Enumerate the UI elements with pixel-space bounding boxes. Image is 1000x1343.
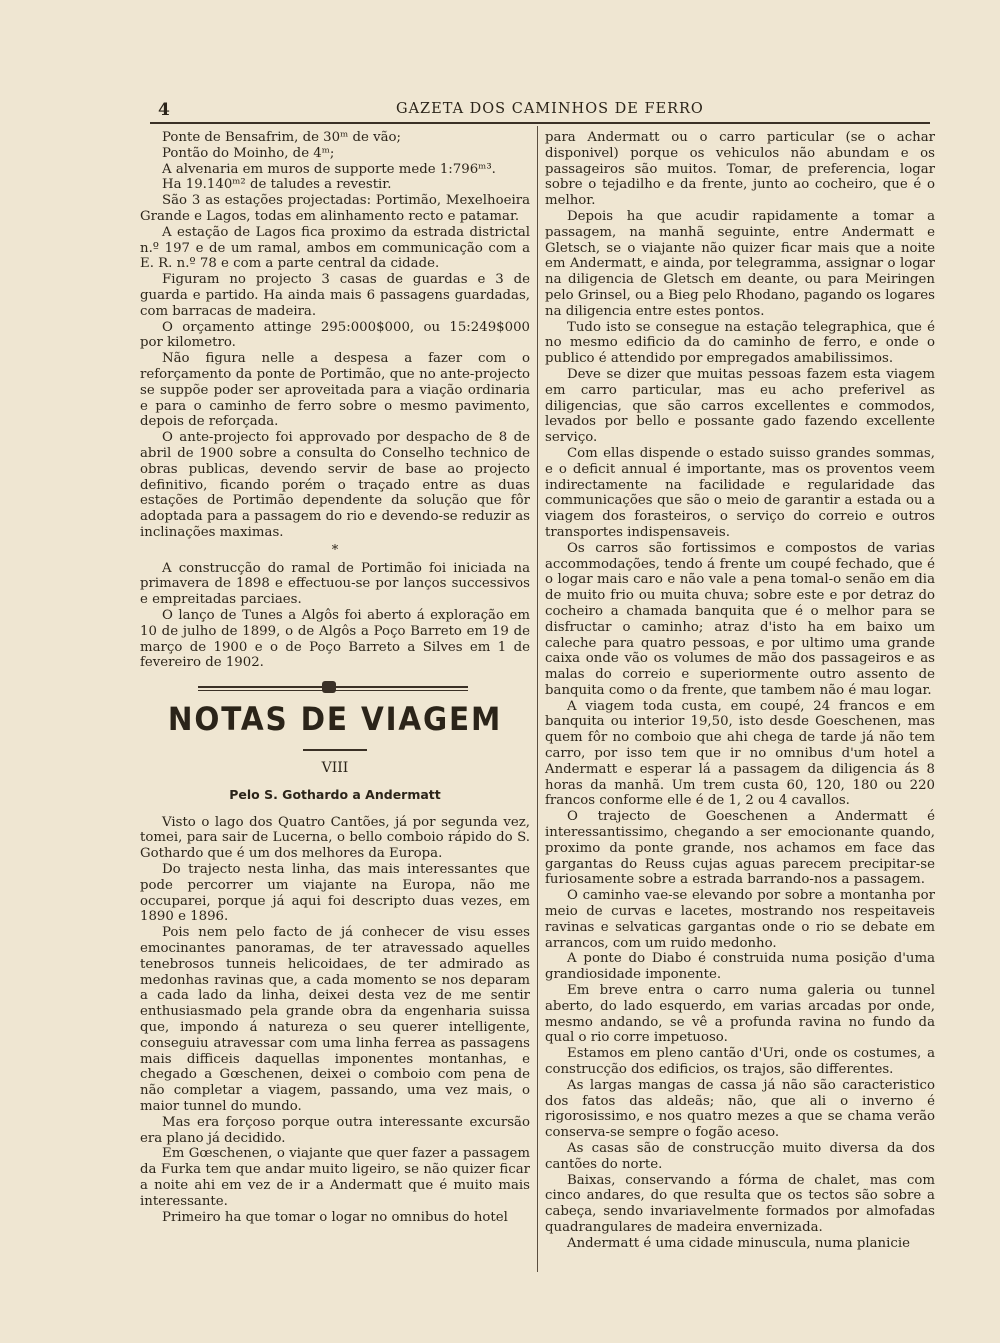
column-divider — [537, 126, 538, 1272]
paragraph: A alvenaria em muros de supporte mede 1:796ᵐ³. — [162, 161, 496, 177]
paragraph: Em Gœschenen, o viajante que quer fazer a passagem da Furka tem que andar muito ligeiro, se não quizer ficar a noite ahi em vez de ir a Andermatt que é muito mais interessante. — [140, 1146, 530, 1209]
title-rule — [303, 749, 367, 751]
paragraph: O lanço de Tunes a Algôs foi aberto á exploração em 10 de julho de 1899, o de Algôs a Poço Barreto em 19 de março de 1900 e o de Poço Barreto a Silves em 1 de fevereiro de 1902. — [140, 607, 530, 671]
section-subtitle: Pelo S. Gothardo a Andermatt — [229, 786, 441, 802]
header-rule — [150, 122, 930, 124]
running-title: GAZETA DOS CAMINHOS DE FERRO — [396, 101, 704, 117]
paragraph: Ha 19.140ᵐ² de taludes a revestir. — [162, 177, 392, 193]
paragraph: Com ellas dispende o estado suisso grandes sommas, e o deficit annual é importante, mas os proventos veem indirectamente na facilidade e regularidade das communicações que são o meio de garantir a estada ou a viagem dos forasteiros, o serviço do correio e outros transportes indispensaveis. — [545, 445, 935, 540]
paragraph: Os carros são fortissimos e compostos de varias accommodações, tendo á frente um coupé fechado, que é o logar mais caro e não vale a pena tomal-o senão em dia de muito frio ou muita chuva; sobre este e por detraz do cocheiro a chamada banquita que é o melhor para se disfructar o caminho; atraz d'isto ha em baixo um caleche para quatro pessoas, e por ultimo uma grande caixa onde vão os volumes de mão dos passageiros e as malas do correio e superiormente outro assento de banquita como o da frente, que tambem não é mau logar. — [545, 540, 935, 698]
paragraph: As largas mangas de cassa já não são caracteristico dos fatos das aldeãs; não, que ali o inverno é rigorosissimo, e nos quatro mezes a que se chama verão conserva-se sempre o fogão aceso. — [545, 1077, 935, 1141]
paragraph: Figuram no projecto 3 casas de guardas e 3 de guarda e partido. Ha ainda mais 6 passagens guardadas, com barracas de madeira. — [140, 272, 530, 319]
paragraph: O ante-projecto foi approvado por despacho de 8 de abril de 1900 sobre a consulta do Conselho technico de obras publicas, devendo servir de base ao projecto definitivo, ficando porém o traçado entre as duas estações de Portimão dependente da solução que fôr adoptada para a passagem do rio e devendo-se reduzir as inclinações maximas. — [140, 430, 530, 540]
left-column — [140, 130, 530, 1225]
paragraph: A ponte do Diabo é construida numa posição d'uma grandiosidade imponente. — [545, 951, 935, 983]
paragraph: Em breve entra o carro numa galeria ou tunnel aberto, do lado esquerdo, em varias arcadas por onde, mesmo andando, se vê a profunda ravina no fundo da qual o rio corre impetuoso. — [545, 983, 935, 1046]
paragraph: Depois ha que acudir rapidamente a tomar a passagem, na manhã seguinte, entre Andermatt e Gletsch, se o viajante não quizer ficar mais que a noite em Andermatt, e ainda, por telegramma, assignar o logar na diligencia de Gletsch em deante, ou para Meiringen pelo Grinsel, ou a Bieg pelo Rhodano, pagando os logares na diligencia entre estes pontos. — [545, 208, 935, 319]
paragraph: Ponte de Bensafrim, de 30ᵐ de vão; — [162, 130, 402, 145]
paragraph: As casas são de construcção muito diversa da dos cantões do norte. — [545, 1141, 935, 1172]
section-title: NOTAS DE VIAGEM — [167, 700, 503, 739]
paragraph: A estação de Lagos fica proximo da estrada districtal n.º 197 e de um ramal, ambos em communicação com a E. R. n.º 78 e com a parte central da cidade. — [140, 224, 530, 272]
paragraph: Deve se dizer que muitas pessoas fazem esta viagem em carro particular, mas eu acho preferivel as diligencias, que são carros excellentes e commodos, levados por bello e possante gado fazendo excellente serviço. — [545, 366, 935, 446]
paragraph: Mas era forçoso porque outra interessante excursão era plano já decidido. — [140, 1114, 530, 1146]
paragraph: A construcção do ramal de Portimão foi iniciada na primavera de 1898 e effectuou-se por lanços successivos e empreitadas parciaes. — [140, 560, 530, 608]
paragraph: Primeiro ha que tomar o logar no omnibus do hotel — [162, 1209, 508, 1225]
paragraph: Pois nem pelo facto de já conhecer de visu esses emocinantes panoramas, de ter atravessado aquelles tenebrosos tunneis helicoidaes, de ter admirado as medonhas ravinas que, a cada momento se nos deparam a cada lado da linha, deixei desta vez de me sentir enthusiasmado pela grande obra da engenharia suissa que, impondo á natureza o seu querer intelligente, conseguiu atravessar com uma linha ferrea as passagens mais difficeis daquellas imponentes montanhas, e chegado a Gœschenen, deixei o comboio com pena de não completar a viagem, passando, uma vez mais, o maior tunnel do mundo. — [140, 925, 530, 1115]
ornament-knot-icon — [322, 681, 336, 693]
page-header — [150, 100, 930, 122]
paragraph-continuation: para Andermatt ou o carro particular (se o achar disponivel) porque os vehiculos não abundam e os passageiros são muitos. Tomar, de preferencia, logar sobre o tejadilho e da frente, junto ao cocheiro, que é o melhor. — [545, 130, 935, 209]
paragraph: Do trajecto nesta linha, das mais interessantes que pode percorrer um viajante na Europa, não me occuparei, porque já aqui foi descripto duas vezes, em 1890 e 1896. — [140, 862, 530, 925]
paragraph: O trajecto de Goeschenen a Andermatt é interessantissimo, chegando a ser emocionante quando, proximo da ponte grande, nos achamos em face das gargantas do Reuss cujas aguas parecem precipitar-se furiosamente sobre a estrada barrando-nos a passagem. — [545, 809, 935, 888]
paragraph: Visto o lago dos Quatro Cantões, já por segunda vez, tomei, para sair de Lucerna, o bello comboio rápido do S. Gothardo que é um dos melhores da Europa. — [140, 814, 530, 862]
right-column — [545, 130, 935, 1252]
paragraph: O caminho vae-se elevando por sobre a montanha por meio de curvas e lacetes, mostrando nos respeitaveis ravinas e selvaticas gargantas onde o rio se debate em arrancos, com um ruido medonho. — [545, 888, 935, 951]
paragraph: Baixas, conservando a fórma de chalet, mas com cinco andares, do que resulta que os tectos são sobre a cabeça, sendo invariavelmente formados por almofadas quadrangulares de madeira envernizada. — [545, 1172, 935, 1235]
section-number: VIII — [321, 760, 349, 777]
page-number: 4 — [158, 100, 170, 120]
ornamental-rule — [140, 679, 530, 695]
paragraph: Não figura nelle a despesa a fazer com o reforçamento da ponte de Portimão, que no ante-projecto se suppõe poder ser aproveitada para a viação ordinaria e para o caminho de ferro sobre o mesmo pavimento, depois de reforçada. — [140, 351, 530, 430]
paragraph: Pontão do Moinho, de 4ᵐ; — [162, 145, 335, 161]
section-separator-star: * — [331, 542, 339, 558]
paragraph: Tudo isto se consegue na estação telegraphica, que é no mesmo edificio da do caminho de ferro, e onde o publico é attendido por empregados amabilissimos. — [545, 319, 935, 367]
paragraph: A viagem toda custa, em coupé, 24 francos e em banquita ou interior 19,50, isto desde Goeschenen, mas quem fôr no comboio que ahi chega de tarde já não tem carro, por isso tem que ir no omnibus d'um hotel a Andermatt e esperar lá a passagem da diligencia ás 8 horas da manhã. Um trem custa 60, 120, 180 ou 220 francos conforme elle é de 1, 2 ou 4 cavallos. — [545, 698, 935, 809]
paragraph: O orçamento attinge 295:000$000, ou 15:249$000 por kilometro. — [140, 319, 530, 351]
paragraph: Estamos em pleno cantão d'Uri, onde os costumes, a construcção dos edificios, os trajos, são differentes. — [545, 1046, 935, 1078]
paragraph: São 3 as estações projectadas: Portimão, Mexelhoeira Grande e Lagos, todas em alinhamento recto e patamar. — [140, 193, 530, 224]
paragraph: Andermatt é uma cidade minuscula, numa planicie — [567, 1235, 910, 1251]
